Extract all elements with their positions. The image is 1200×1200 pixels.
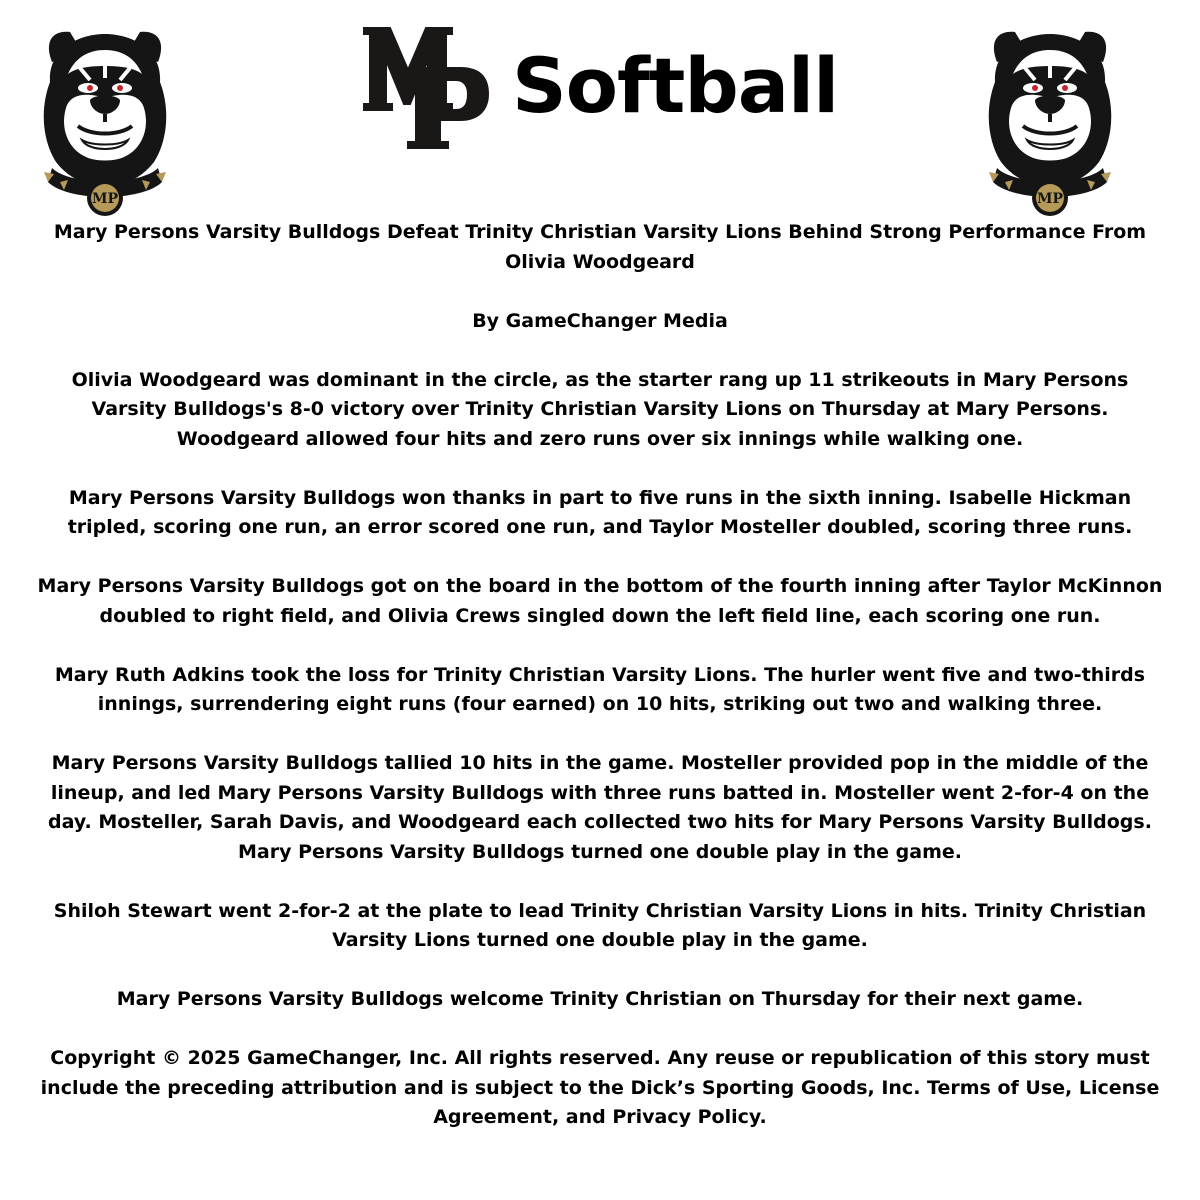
article-paragraph: Olivia Woodgeard was dominant in the circle, as the starter rang up 11 strikeouts in Mary Persons Varsity Bulldogs's 8-0 victory over Trinity Christian Varsity Lions on Thursday at Mary Persons. Woodgeard allowed four hits and zero runs over six innings while walking one. [71,368,1129,450]
svg-text:MP: MP [91,191,119,207]
article-body [34,218,1166,1133]
page-title: Softball [512,41,839,130]
bulldog-mascot-icon [975,22,1125,218]
article-paragraph: Mary Persons Varsity Bulldogs welcome Trinity Christian on Thursday for their next game. [116,988,1084,1010]
article-byline: By GameChanger Media [472,309,728,332]
svg-text:MP: MP [1036,191,1064,207]
article-headline: Mary Persons Varsity Bulldogs Defeat Trinity Christian Varsity Lions Behind Strong Performance From Olivia Woodgeard [53,221,1147,273]
article-paragraph: Mary Persons Varsity Bulldogs tallied 10 hits in the game. Mosteller provided pop in the middle of the lineup, and led Mary Persons Varsity Bulldogs with three runs batted in. Mosteller went 2-for-4 on the day. Mosteller, Sarah Davis, and Woodgeard each collected two hits for Mary Persons Varsity Bulldogs. Mary Persons Varsity Bulldogs turned one double play in the game. [48,752,1152,863]
bulldog-head [989,32,1112,186]
copyright-notice: Copyright © 2025 GameChanger, Inc. All rights reserved. Any reuse or republication of this story must include the preceding attribution and is subject to the Dick’s Sporting Goods, Inc. Terms of Use, License Agreement, and Privacy Policy. [40,1047,1160,1128]
bulldog-mascot-icon [30,22,180,218]
article-paragraph: Mary Persons Varsity Bulldogs got on the board in the bottom of the fourth inning after Taylor McKinnon doubled to right field, and Olivia Crews singled down the left field line, each scoring one run. [37,575,1163,627]
mp-logo [360,20,492,152]
article-paragraph: Mary Persons Varsity Bulldogs won thanks in part to five runs in the sixth inning. Isabelle Hickman tripled, scoring one run, an error scored one run, and Taylor Mosteller doubled, scoring three runs. [67,486,1133,538]
article-paragraph: Mary Ruth Adkins took the loss for Trinity Christian Varsity Lions. The hurler went five and two-thirds innings, surrendering eight runs (four earned) on 10 hits, striking out two and walking three. [54,663,1146,715]
bulldog-head [44,32,167,186]
article-paragraph: Shiloh Stewart went 2-for-2 at the plate to lead Trinity Christian Varsity Lions in hits. Trinity Christian Varsity Lions turned one double play in the game. [53,899,1147,951]
